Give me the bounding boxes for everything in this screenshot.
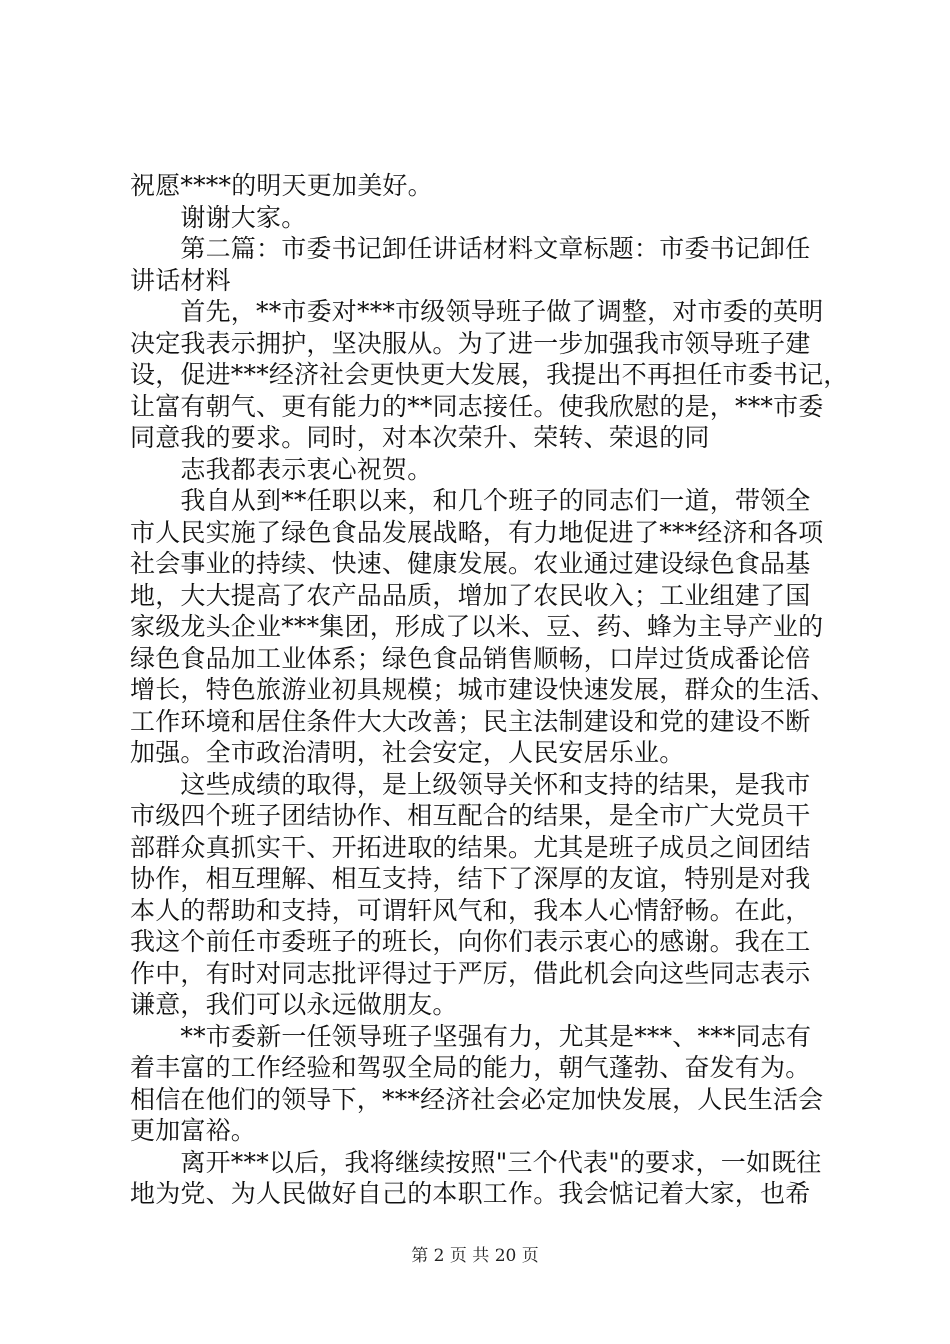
text-line: 我这个前任市委班子的班长，向你们表示衷心的感谢。我在工 [130, 927, 811, 956]
text-line: 部群众真抓实干、开拓进取的结果。尤其是班子成员之间团结 [130, 832, 811, 862]
text-line: 第二篇：市委书记卸任讲话材料文章标题：市委书记卸任 [130, 234, 811, 263]
text-line: 协作，相互理解、相互支持，结下了深厚的友谊，特别是对我 [130, 864, 811, 893]
text-line: 同意我的要求。同时，对本次荣升、荣转、荣退的同 [130, 423, 710, 452]
text-line: 首先，**市委对***市级领导班子做了调整，对市委的英明 [130, 297, 824, 326]
text-line: **市委新一任领导班子坚强有力，尤其是***、***同志有 [130, 1021, 812, 1051]
text-line: 我自从到**任职以来，和几个班子的同志们一道，带领全 [130, 486, 811, 515]
page-footer: 第 2 页 共 20 页 [411, 1246, 539, 1266]
text-line: 家级龙头企业***集团，形成了以米、豆、药、蜂为主导产业的 [130, 612, 824, 641]
text-line: 地为党、为人民做好自己的本职工作。我会惦记着大家，也希 [130, 1179, 811, 1208]
text-line: 讲话材料 [130, 265, 231, 295]
text-line: 社会事业的持续、快速、健康发展。农业通过建设绿色食品基 [130, 549, 811, 578]
text-line: 地，大大提高了农产品品质，增加了农民收入；工业组建了国 [130, 580, 811, 610]
text-line: 更加富裕。 [130, 1116, 257, 1145]
text-line: 作中，有时对同志批评得过于严厉，借此机会向这些同志表示 [130, 958, 811, 988]
text-line: 让富有朝气、更有能力的**同志接任。使我欣慰的是，***市委 [130, 391, 824, 421]
text-line: 设，促进***经济社会更快更大发展，我提出不再担任市委书记， [130, 360, 849, 389]
text-line: 绿色食品加工业体系；绿色食品销售顺畅，口岸过货成番论倍 [130, 643, 811, 673]
text-line: 市人民实施了绿色食品发展战略，有力地促进了***经济和各项 [130, 517, 824, 547]
text-line: 加强。全市政治清明，社会安定，人民安居乐业。 [130, 738, 685, 767]
text-line: 工作环境和居住条件大大改善；民主法制建设和党的建设不断 [130, 706, 811, 736]
text-line: 相信在他们的领导下，***经济社会必定加快发展，人民生活会 [130, 1084, 824, 1114]
text-line: 增长，特色旅游业初具规模；城市建设快速发展，群众的生活、 [130, 675, 836, 704]
text-line: 离开***以后，我将继续按照"三个代表"的要求，一如既往 [130, 1147, 822, 1177]
text-line: 决定我表示拥护，坚决服从。为了进一步加强我市领导班子建 [130, 328, 811, 358]
text-line: 祝愿****的明天更加美好。 [130, 171, 433, 200]
text-line: 市级四个班子团结协作、相互配合的结果，是全市广大党员干 [130, 801, 811, 830]
document-body [130, 170, 849, 1210]
text-line: 谢谢大家。 [130, 202, 307, 232]
text-line: 谦意，我们可以永远做朋友。 [130, 990, 458, 1019]
text-line: 这些成绩的取得，是上级领导关怀和支持的结果，是我市 [130, 769, 811, 799]
text-line: 志我都表示衷心祝贺。 [130, 454, 433, 484]
text-line: 着丰富的工作经验和驾驭全局的能力，朝气蓬勃、奋发有为。 [130, 1053, 811, 1082]
text-line: 本人的帮助和支持，可谓轩风气和，我本人心情舒畅。在此， [130, 895, 811, 925]
